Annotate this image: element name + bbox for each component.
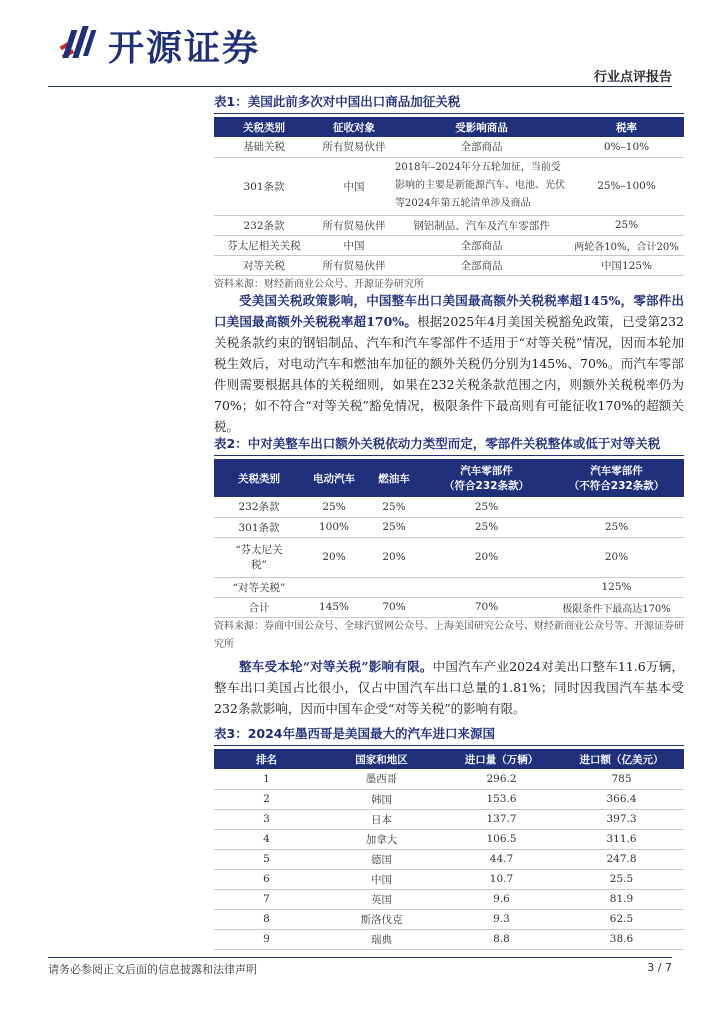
table1-header-row: [214, 117, 684, 137]
table3-col-header: 进口额（亿美元）: [559, 749, 684, 769]
paragraph-1: [214, 290, 684, 437]
table-row: [214, 255, 684, 275]
table-cell: 德国: [319, 849, 444, 869]
paragraph-1-lead: 受美国关税政策影响，中国整车出口美国最高额外关税税率超145%，零部件出口美国最高额外关税税率超170%。: [214, 293, 684, 329]
table-cell: 25%: [364, 497, 424, 517]
table-cell: 10.7: [444, 869, 559, 889]
table-cell: “对等关税”: [214, 577, 304, 597]
table1-caption: 表1：美国此前多次对中国出口商品加征关税: [214, 94, 461, 109]
table-cell: 加拿大: [319, 829, 444, 849]
table-cell: 全部商品: [394, 235, 569, 255]
table-cell: 232条款: [214, 215, 314, 235]
table-cell: 9: [214, 929, 319, 949]
table-row: [214, 809, 684, 829]
footer-disclaimer: 请务必参阅正文后面的信息披露和法律声明: [48, 963, 257, 976]
table-cell: 墨西哥: [319, 769, 444, 789]
table2-col-header: 燃油车: [364, 459, 424, 497]
table1-section: [214, 92, 684, 294]
table-cell: 所有贸易伙伴: [314, 137, 394, 157]
table-cell: 合计: [214, 597, 304, 617]
company-logo-text: 开源证券: [108, 28, 261, 69]
table-cell: 1: [214, 769, 319, 789]
table-row: [214, 869, 684, 889]
table-cell: 25.5: [559, 869, 684, 889]
table-cell: 极限条件下最高达170%: [549, 597, 684, 617]
table-cell: 397.3: [559, 809, 684, 829]
table-cell: 125%: [549, 577, 684, 597]
table-cell: 斯洛伐克: [319, 909, 444, 929]
table-row: [214, 829, 684, 849]
table-cell: 25%: [304, 497, 364, 517]
table2-caption: 表2：中对美整车出口额外关税依动力类型而定，零部件关税整体或低于对等关税: [214, 436, 661, 451]
table-cell: [304, 577, 364, 597]
table-cell: “芬太尼关 税”: [214, 537, 304, 577]
table-cell: 311.6: [559, 829, 684, 849]
table2-col-header: 汽车零部件 （不符合232条款）: [549, 459, 684, 497]
table-row: [214, 497, 684, 517]
table-cell: 两轮各10%，合计20%: [569, 235, 684, 255]
paragraph-1-body: 根据2025年4月美国关税豁免政策，已受第232关税条款约束的钢铝制品、汽车和汽车零部件不适用于“对等关税”情况，因而本轮加税生效后，对电动汽车和燃油车加征的额外关税仍分别为145%、70%。而汽车零部件则需要根据具体的关税细则，如果在232关税条款范围之内，则额外关税税率仍为70%；如不符合“对等关税”豁免情况，极限条件下最高则有可能征收170%的超额关税。: [214, 314, 684, 434]
table-row: [214, 577, 684, 597]
table-cell: 20%: [364, 537, 424, 577]
table-row: [214, 137, 684, 157]
table-cell: 中国: [314, 157, 394, 215]
table-cell: 中国: [319, 869, 444, 889]
table-cell: 366.4: [559, 789, 684, 809]
table-cell: 所有贸易伙伴: [314, 215, 394, 235]
table-row: [214, 597, 684, 617]
table2-col-header: 汽车零部件 （符合232条款）: [424, 459, 549, 497]
table3-caption: 表3：2024年墨西哥是美国最大的汽车进口来源国: [214, 726, 495, 741]
table-cell: 25%: [569, 215, 684, 235]
table3-col-header: 排名: [214, 749, 319, 769]
footer-divider: [48, 957, 672, 958]
table-row: [214, 769, 684, 789]
company-logo-icon: [58, 22, 106, 62]
table-cell: 所有贸易伙伴: [314, 255, 394, 275]
table2-source: 资料来源：券商中国公众号、全球汽贸网公众号、上海美国研究公众号、财经新商业公众号等、开源证券研究所: [214, 620, 684, 650]
table-row: [214, 889, 684, 909]
table-cell: 25%: [424, 517, 549, 537]
table-cell: 296.2: [444, 769, 559, 789]
table-cell: 153.6: [444, 789, 559, 809]
table-cell: 中国: [314, 235, 394, 255]
table3-col-header: 国家和地区: [319, 749, 444, 769]
table-cell: 日本: [319, 809, 444, 829]
table-cell: 301条款: [214, 157, 314, 215]
table-cell: 20%: [424, 537, 549, 577]
table-cell: [549, 497, 684, 517]
table-row: [214, 789, 684, 809]
table-row: [214, 215, 684, 235]
table1: [214, 117, 684, 276]
table-cell: 7: [214, 889, 319, 909]
table-cell: 3: [214, 809, 319, 829]
table-cell: 2018年–2024年分五轮加征，当前受影响的主要是新能源汽车、电池、光伏等2024年第五轮清单涉及商品: [394, 157, 569, 215]
table1-col-header: 关税类别: [214, 117, 314, 137]
table-row: [214, 537, 684, 577]
table2-header-row: [214, 459, 684, 497]
table-cell: 70%: [364, 597, 424, 617]
table-cell: 25%: [364, 517, 424, 537]
table-cell: 2: [214, 789, 319, 809]
table-cell: 38.6: [559, 929, 684, 949]
table3-col-header: 进口量（万辆）: [444, 749, 559, 769]
table-cell: 5: [214, 849, 319, 869]
page-number: 3 / 7: [647, 961, 672, 974]
table-cell: 145%: [304, 597, 364, 617]
table-cell: 70%: [424, 597, 549, 617]
table-cell: 785: [559, 769, 684, 789]
table-cell: 6: [214, 869, 319, 889]
table-row: [214, 849, 684, 869]
table1-col-header: 税率: [569, 117, 684, 137]
table-row: [214, 929, 684, 949]
paragraph-2: [214, 656, 684, 719]
table-cell: 基础关税: [214, 137, 314, 157]
table-cell: 芬太尼相关关税: [214, 235, 314, 255]
table-cell: 20%: [549, 537, 684, 577]
table-cell: 8.8: [444, 929, 559, 949]
report-type-label: 行业点评报告: [593, 70, 672, 85]
table1-col-header: 受影响商品: [394, 117, 569, 137]
table-row: [214, 235, 684, 255]
table2-section: [214, 434, 684, 654]
table2: [214, 459, 684, 618]
table3-section: [214, 724, 684, 950]
table2-col-header: 关税类别: [214, 459, 304, 497]
table1-col-header: 征收对象: [314, 117, 394, 137]
table-cell: 8: [214, 909, 319, 929]
table-row: [214, 909, 684, 929]
table-cell: 全部商品: [394, 137, 569, 157]
table-cell: [364, 577, 424, 597]
table-cell: 4: [214, 829, 319, 849]
table-cell: 钢铝制品、汽车及汽车零部件: [394, 215, 569, 235]
table-cell: 25%: [549, 517, 684, 537]
table-cell: 62.5: [559, 909, 684, 929]
table2-col-header: 电动汽车: [304, 459, 364, 497]
table-cell: 106.5: [444, 829, 559, 849]
table-cell: 9.3: [444, 909, 559, 929]
table-cell: [424, 577, 549, 597]
table-cell: 20%: [304, 537, 364, 577]
paragraph-2-body: 中国汽车产业2024对美出口整车11.6万辆，整车出口美国占比很小，仅占中国汽车出口总量的1.81%；同时因我国汽车基本受232条款影响，因而中国车企受“对等关税”的影响有限。: [214, 659, 684, 716]
table-cell: 0%–10%: [569, 137, 684, 157]
table3: [214, 749, 684, 950]
table-cell: 瑞典: [319, 929, 444, 949]
table3-header-row: [214, 749, 684, 769]
header-divider: [48, 86, 672, 87]
table-row: [214, 157, 684, 215]
table-cell: 100%: [304, 517, 364, 537]
table-cell: 301条款: [214, 517, 304, 537]
paragraph-2-lead: 整车受本轮“对等关税”影响有限。: [239, 659, 433, 674]
table-cell: 对等关税: [214, 255, 314, 275]
table-cell: 全部商品: [394, 255, 569, 275]
table-cell: 9.6: [444, 889, 559, 909]
table-cell: 中国125%: [569, 255, 684, 275]
table-cell: 247.8: [559, 849, 684, 869]
table-cell: 44.7: [444, 849, 559, 869]
table-cell: 137.7: [444, 809, 559, 829]
table-cell: 25%–100%: [569, 157, 684, 215]
table-cell: 25%: [424, 497, 549, 517]
table-cell: 232条款: [214, 497, 304, 517]
table-cell: 81.9: [559, 889, 684, 909]
table-cell: 韩国: [319, 789, 444, 809]
table1-source: 资料来源：财经新商业公众号、开源证券研究所: [214, 278, 424, 290]
page-header: [0, 0, 724, 90]
table-row: [214, 517, 684, 537]
table-cell: 英国: [319, 889, 444, 909]
